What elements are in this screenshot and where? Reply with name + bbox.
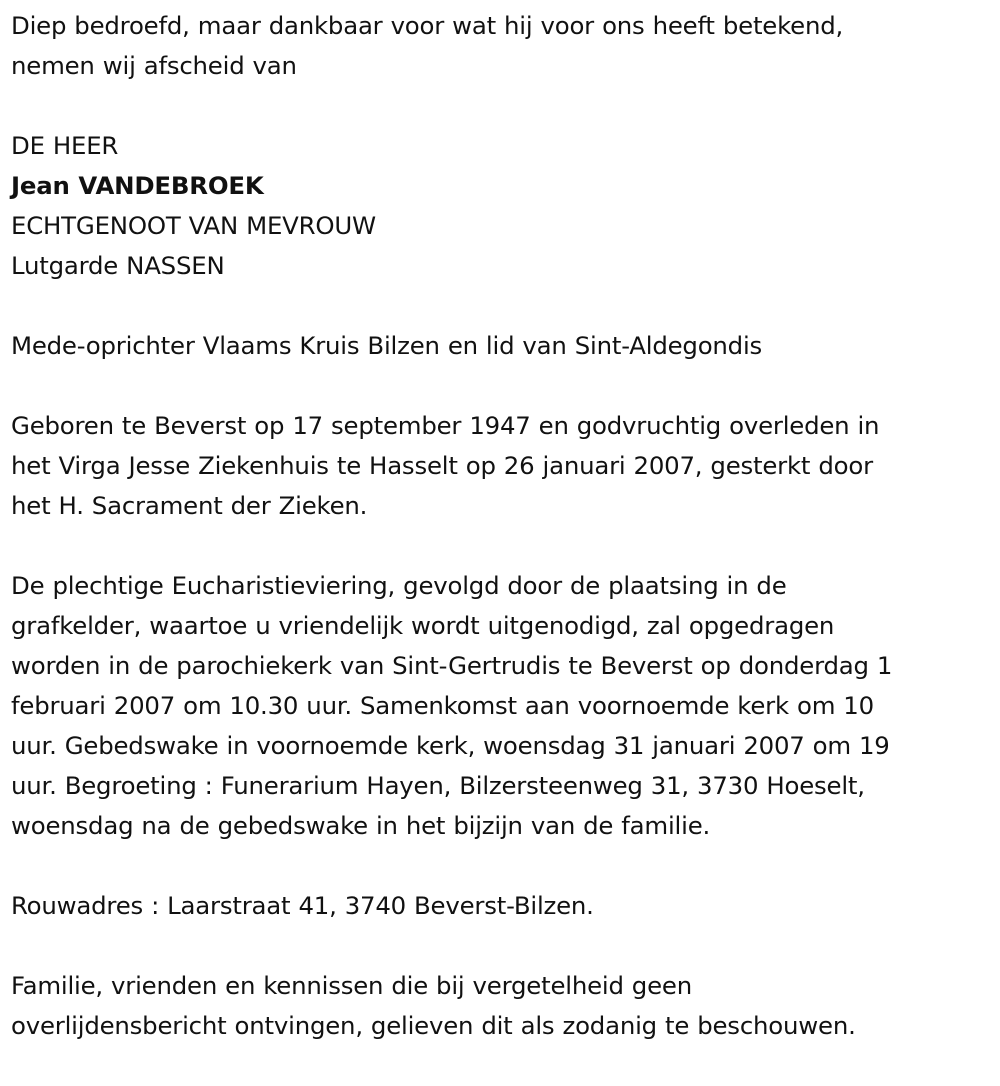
address-line: Rouwadres : Laarstraat 41, 3740 Beverst-Bilzen. [11, 891, 594, 920]
spacer [11, 526, 993, 566]
spacer [11, 286, 993, 326]
ceremony-line-3: worden in de parochiekerk van Sint-Gertrudis te Beverst op donderdag 1 [11, 651, 893, 680]
closing-paragraph [11, 966, 993, 1046]
ceremony-line-5: uur. Gebedswake in voornoemde kerk, woensdag 31 januari 2007 om 19 [11, 731, 890, 760]
person-title: DE HEER [11, 131, 119, 160]
intro-line-1: Diep bedroefd, maar dankbaar voor wat hij voor ons heeft betekend, [11, 11, 844, 40]
spouse-name: Lutgarde NASSEN [11, 251, 225, 280]
birth-death-line-2: het Virga Jesse Ziekenhuis te Hasselt op 26 januari 2007, gesterkt door [11, 451, 873, 480]
birth-death-line-3: het H. Sacrament der Zieken. [11, 491, 368, 520]
address-paragraph [11, 886, 993, 926]
ceremony-line-6: uur. Begroeting : Funerarium Hayen, Bilzersteenweg 31, 3730 Hoeselt, [11, 771, 865, 800]
birth-death-line-1: Geboren te Beverst op 17 september 1947 en godvruchtig overleden in [11, 411, 880, 440]
closing-line-2: overlijdensbericht ontvingen, gelieven dit als zodanig te beschouwen. [11, 1011, 856, 1040]
ceremony-line-7: woensdag na de gebedswake in het bijzijn van de familie. [11, 811, 711, 840]
intro-paragraph [11, 6, 993, 86]
role-paragraph [11, 326, 993, 366]
ceremony-line-1: De plechtige Eucharistieviering, gevolgd door de plaatsing in de [11, 571, 787, 600]
spacer [11, 846, 993, 886]
person-name: Jean VANDEBROEK [11, 171, 264, 200]
person-block [11, 126, 993, 286]
spacer [11, 926, 993, 966]
spacer [11, 86, 993, 126]
person-relation: ECHTGENOOT VAN MEVROUW [11, 211, 376, 240]
intro-line-2: nemen wij afscheid van [11, 51, 297, 80]
closing-line-1: Familie, vrienden en kennissen die bij vergetelheid geen [11, 971, 692, 1000]
ceremony-line-2: grafkelder, waartoe u vriendelijk wordt uitgenodigd, zal opgedragen [11, 611, 835, 640]
obituary-text [11, 6, 993, 1046]
role-line: Mede-oprichter Vlaams Kruis Bilzen en lid van Sint-Aldegondis [11, 331, 763, 360]
ceremony-line-4: februari 2007 om 10.30 uur. Samenkomst aan voornoemde kerk om 10 [11, 691, 874, 720]
ceremony-paragraph [11, 566, 993, 846]
spacer [11, 366, 993, 406]
birth-death-paragraph [11, 406, 993, 526]
